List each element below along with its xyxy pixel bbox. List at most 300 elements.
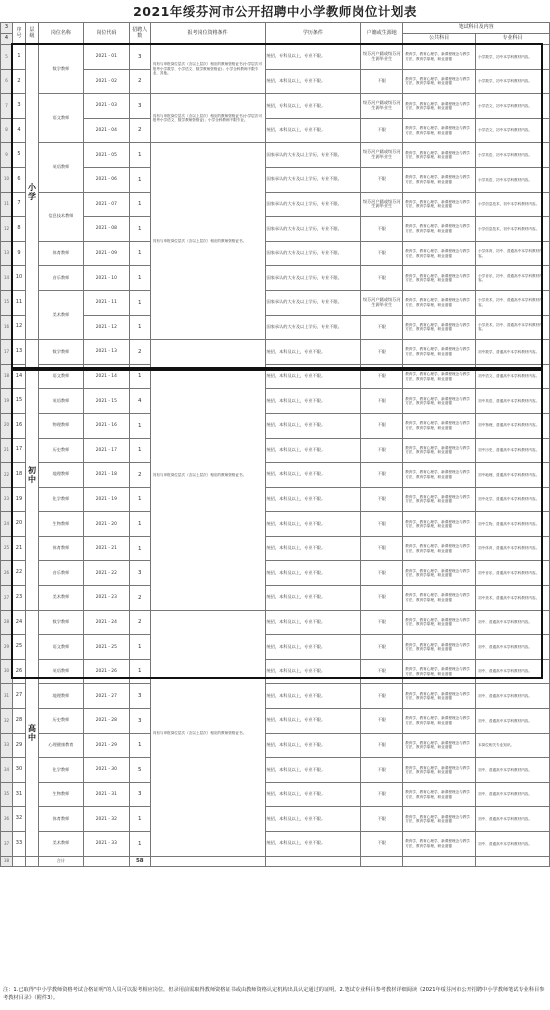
row-number: 37 [1,832,13,857]
row-number: 8 [1,118,13,143]
education-cell: 统招，本科及以上，专业不限。 [265,758,361,783]
post-name-cell: 语文教师 [38,635,83,660]
count-cell: 2 [129,118,150,143]
seq-cell: 13 [12,340,25,365]
professional-subject-cell: 小学语文，初中本学科教材内容。 [476,94,550,119]
table-row [1,217,550,242]
row-number: 22 [1,463,13,488]
education-cell: 国家承认的大专及以上学历，专业不限。 [265,192,361,217]
footnote: 注：1.已取得"中小学教师资格考试合格证明"的人员可以报考相应岗位，但录用前需取得教师资格证书或由教师资格认定机构出具认定通过的证明。2.笔试专业科目参考教材详细阅读《2021年绥芬河市公开招聘中小学教师笔试专业科目参考教材目录》（附件3）。 [3,987,545,1001]
seq-cell: 33 [12,832,25,857]
row-number: 20 [1,413,13,438]
public-subject-cell: 教育学，教育心理学，新课程理念与教学方法，教育学原理，职业道德 [403,782,476,807]
table-row [1,266,550,291]
table-row [1,635,550,660]
education-cell: 国家承认的大专及以上学历，专业不限。 [265,315,361,340]
table-row [1,364,550,389]
professional-subject-cell: 初中历史，普通高中本学科教材内容。 [476,438,550,463]
household-cell: 不限 [361,610,403,635]
post-name-cell: 英语教师 [38,143,83,192]
row-number: 25 [1,536,13,561]
row-number: 34 [1,758,13,783]
public-subject-cell: 教育学，教育心理学，新课程理念与教学方法，教育学原理，职业道德 [403,487,476,512]
seq-cell: 2 [12,69,25,94]
count-cell: 1 [129,266,150,291]
household-cell: 不限 [361,167,403,192]
post-name-cell: 英语教师 [38,659,83,684]
household-cell: 不限 [361,438,403,463]
public-subject-cell: 教育学，教育心理学，新课程理念与教学方法，教育学原理，职业道德 [403,45,476,70]
seq-cell: 29 [12,733,25,758]
table-row [1,438,550,463]
education-cell: 统招，本科及以上，专业不限。 [265,635,361,660]
row-number: 7 [1,94,13,119]
seq-cell: 16 [12,413,25,438]
professional-subject-cell: 初中、普通高中本学科教材内容。 [476,659,550,684]
public-subject-cell: 教育学，教育心理学，新课程理念与教学方法，教育学原理，职业道德 [403,586,476,611]
row-number: 4 [1,34,13,45]
professional-subject-cell: 小学美术，初中、普通高中本学科教材内容。 [476,315,550,340]
education-cell: 统招，本科及以上，专业不限。 [265,709,361,734]
header-professional-subject: 专业科目 [476,34,550,45]
post-name-cell: 地理教师 [38,463,83,488]
professional-subject-cell: 初中、普通高中本学科教材内容。 [476,684,550,709]
household-cell: 不限 [361,684,403,709]
post-code-cell: 2021 - 20 [83,512,129,537]
seq-cell: 17 [12,438,25,463]
professional-subject-cell: 初中、普通高中本学科教材内容。 [476,782,550,807]
household-cell: 不限 [361,266,403,291]
public-subject-cell: 教育学，教育心理学，新课程理念与教学方法，教育学原理，职业道德 [403,512,476,537]
education-cell: 统招，本科及以上，专业不限。 [265,684,361,709]
post-name-cell: 音乐教师 [38,266,83,291]
professional-subject-cell: 初中、普通高中本学科教材内容。 [476,832,550,857]
public-subject-cell: 教育学，教育心理学，新课程理念与教学方法，教育学原理，职业道德 [403,610,476,635]
seq-cell: 20 [12,512,25,537]
header-post-code: 岗位代码 [83,23,129,45]
row-number: 35 [1,782,13,807]
education-cell: 国家承认的大专及以上学历，专业不限。 [265,167,361,192]
row-number: 33 [1,733,13,758]
education-cell: 统招，专科及以上，专业不限。 [265,45,361,70]
post-name-cell: 物理教师 [38,413,83,438]
total-label: 合计 [38,856,83,866]
professional-subject-cell: 小学体育，初中、普通高中本学科教材内容。 [476,241,550,266]
count-cell: 1 [129,438,150,463]
row-number: 12 [1,217,13,242]
post-code-cell: 2021 - 25 [83,635,129,660]
professional-subject-cell: 初中数学，普通高中本学科教材内容。 [476,340,550,365]
public-subject-cell: 教育学，教育心理学，新课程理念与教学方法，教育学原理，职业道德 [403,315,476,340]
professional-subject-cell: 小学数学，初中本学科教材内容。 [476,45,550,70]
post-code-cell: 2021 - 09 [83,241,129,266]
education-cell: 统招，本科及以上，专业不限。 [265,586,361,611]
public-subject-cell: 教育学，教育心理学，新课程理念与教学方法，教育学原理，职业道德 [403,561,476,586]
household-cell: 绥芬河户籍或绥芬河生源毕业生 [361,45,403,70]
seq-cell: 10 [12,266,25,291]
recruitment-table-container [0,22,550,867]
empty-cell [403,856,476,866]
row-number: 32 [1,709,13,734]
post-code-cell: 2021 - 05 [83,143,129,168]
household-cell: 不限 [361,364,403,389]
post-code-cell: 2021 - 22 [83,561,129,586]
seq-cell: 19 [12,487,25,512]
education-cell: 统招，本科及以上，专业不限。 [265,69,361,94]
post-code-cell: 2021 - 06 [83,167,129,192]
household-cell: 不限 [361,709,403,734]
seq-cell [12,856,25,866]
post-name-cell: 美术教师 [38,586,83,611]
post-code-cell: 2021 - 14 [83,364,129,389]
education-cell: 统招，本科及以上，专业不限。 [265,389,361,414]
count-cell: 1 [129,487,150,512]
row-number: 30 [1,659,13,684]
recruitment-table [0,22,550,867]
row-number: 11 [1,192,13,217]
professional-subject-cell: 小学音乐，初中、普通高中本学科教材内容。 [476,266,550,291]
row-number: 14 [1,266,13,291]
seq-cell: 8 [12,217,25,242]
household-cell: 不限 [361,758,403,783]
row-number: 13 [1,241,13,266]
count-cell: 3 [129,782,150,807]
count-cell: 1 [129,290,150,315]
table-row [1,561,550,586]
public-subject-cell: 教育学，教育心理学，新课程理念与教学方法，教育学原理，职业道德 [403,192,476,217]
public-subject-cell: 教育学，教育心理学，新课程理念与教学方法，教育学原理，职业道德 [403,438,476,463]
table-row [1,340,550,365]
table-row [1,586,550,611]
household-cell: 不限 [361,315,403,340]
seq-cell: 6 [12,167,25,192]
total-row [1,856,550,866]
household-cell: 不限 [361,536,403,561]
qualification-cell: 具有与申报岗位层次（含以上层次）相应的教师资格证书。 [150,143,265,340]
education-cell: 统招，本科及以上，专业不限。 [265,733,361,758]
education-cell: 统招，本科及以上，专业不限。 [265,561,361,586]
post-name-cell: 语文教师 [38,364,83,389]
seq-cell: 32 [12,807,25,832]
professional-subject-cell: 小学美术，初中、普通高中本学科教材内容。 [476,290,550,315]
public-subject-cell: 教育学，教育心理学，新课程理念与教学方法，教育学原理，职业道德 [403,290,476,315]
seq-cell: 7 [12,192,25,217]
post-code-cell: 2021 - 01 [83,45,129,70]
household-cell: 不限 [361,118,403,143]
professional-subject-cell: 小学信息技术，初中本学科教材内容。 [476,192,550,217]
post-name-cell: 美术教师 [38,290,83,339]
post-name-cell: 化学教师 [38,487,83,512]
post-name-cell: 体育教师 [38,807,83,832]
seq-cell: 28 [12,709,25,734]
professional-subject-cell: 初中体育，普通高中本学科教材内容。 [476,536,550,561]
header-household: 户籍或生源地 [361,23,403,45]
post-code-cell: 2021 - 31 [83,782,129,807]
post-code-cell: 2021 - 33 [83,832,129,857]
post-code-cell: 2021 - 24 [83,610,129,635]
row-number: 9 [1,143,13,168]
education-cell: 国家承认的大专及以上学历，专业不限。 [265,241,361,266]
professional-subject-cell: 初中美术，普通高中本学科教材内容。 [476,586,550,611]
post-name-cell: 体育教师 [38,536,83,561]
table-row [1,413,550,438]
public-subject-cell: 教育学，教育心理学，新课程理念与教学方法，教育学原理，职业道德 [403,463,476,488]
post-code-cell: 2021 - 04 [83,118,129,143]
household-cell: 不限 [361,733,403,758]
post-code-cell: 2021 - 23 [83,586,129,611]
count-cell: 1 [129,315,150,340]
education-cell: 统招，本科及以上，专业不限。 [265,413,361,438]
professional-subject-cell: 初中、普通高中本学科教材内容。 [476,709,550,734]
public-subject-cell: 教育学，教育心理学，新课程理念与教学方法，教育学原理，职业道德 [403,389,476,414]
seq-cell: 31 [12,782,25,807]
education-cell: 国家承认的大专及以上学历，专业不限。 [265,217,361,242]
professional-subject-cell: 小学英语，初中本学科教材内容。 [476,143,550,168]
table-row [1,192,550,217]
education-cell: 统招，本科及以上，专业不限。 [265,659,361,684]
count-cell: 3 [129,45,150,70]
household-cell: 不限 [361,389,403,414]
row-number: 26 [1,561,13,586]
professional-subject-cell: 初中物理，普通高中本学科教材内容。 [476,413,550,438]
table-row [1,69,550,94]
education-cell: 统招，本科及以上，专业不限。 [265,610,361,635]
education-cell: 国家承认的大专及以上学历，专业不限。 [265,290,361,315]
household-cell: 不限 [361,217,403,242]
post-name-cell: 音乐教师 [38,561,83,586]
count-cell: 1 [129,536,150,561]
professional-subject-cell: 小学信息技术，初中本学科教材内容。 [476,217,550,242]
row-number: 23 [1,487,13,512]
table-row [1,167,550,192]
row-number: 3 [1,23,13,34]
header-level: 层级 [25,23,38,45]
table-row [1,94,550,119]
table-row [1,782,550,807]
post-code-cell: 2021 - 08 [83,217,129,242]
post-name-cell: 英语教师 [38,389,83,414]
count-cell: 1 [129,635,150,660]
seq-cell: 9 [12,241,25,266]
seq-cell: 26 [12,659,25,684]
post-name-cell: 信息技术教师 [38,192,83,241]
post-code-cell: 2021 - 26 [83,659,129,684]
qualification-cell: 具有与申报岗位层次（含以上层次）相应的教师资格证书。 [150,610,265,856]
total-count: 58 [129,856,150,866]
table-row [1,709,550,734]
household-cell: 不限 [361,69,403,94]
row-number: 19 [1,389,13,414]
public-subject-cell: 教育学，教育心理学，新课程理念与教学方法，教育学原理，职业道德 [403,684,476,709]
post-name-cell: 化学教师 [38,758,83,783]
count-cell: 1 [129,512,150,537]
public-subject-cell: 教育学，教育心理学，新课程理念与教学方法，教育学原理，职业道德 [403,118,476,143]
public-subject-cell: 教育学，教育心理学，新课程理念与教学方法，教育学原理，职业道德 [403,167,476,192]
professional-subject-cell: 小学英语，初中本学科教材内容。 [476,167,550,192]
public-subject-cell: 教育学，教育心理学，新课程理念与教学方法，教育学原理，职业道德 [403,733,476,758]
post-name-cell: 美术教师 [38,832,83,857]
row-number: 18 [1,364,13,389]
household-cell: 绥芬河户籍或绥芬河生源毕业生 [361,290,403,315]
header-row-1 [1,23,550,34]
post-name-cell: 数学教师 [38,610,83,635]
count-cell: 3 [129,561,150,586]
post-code-cell: 2021 - 30 [83,758,129,783]
post-code-cell: 2021 - 19 [83,487,129,512]
table-row [1,758,550,783]
seq-cell: 30 [12,758,25,783]
post-name-cell: 心理健康教育 [38,733,83,758]
header-public-subject: 公共科目 [403,34,476,45]
post-name-cell: 语文教师 [38,94,83,143]
post-code-cell: 2021 - 03 [83,94,129,119]
professional-subject-cell: 初中、普通高中本学科教材内容。 [476,758,550,783]
professional-subject-cell: 本岗位相关专业知识。 [476,733,550,758]
post-name-cell: 体育教师 [38,241,83,266]
post-code-cell: 2021 - 02 [83,69,129,94]
public-subject-cell: 教育学，教育心理学，新课程理念与教学方法，教育学原理，职业道德 [403,241,476,266]
household-cell: 绥芬河户籍或绥芬河生源毕业生 [361,94,403,119]
education-cell: 统招，本科及以上，专业不限。 [265,512,361,537]
education-cell: 统招，本科及以上，专业不限。 [265,118,361,143]
header-seq: 序号 [12,23,25,45]
professional-subject-cell: 初中、普通高中本学科教材内容。 [476,635,550,660]
seq-cell: 5 [12,143,25,168]
row-number: 21 [1,438,13,463]
post-code-cell: 2021 - 07 [83,192,129,217]
post-code-cell: 2021 - 29 [83,733,129,758]
table-row [1,659,550,684]
household-cell: 不限 [361,340,403,365]
public-subject-cell: 教育学，教育心理学，新课程理念与教学方法，教育学原理，职业道德 [403,143,476,168]
table-row [1,733,550,758]
professional-subject-cell: 初中生物，普通高中本学科教材内容。 [476,512,550,537]
table-row [1,463,550,488]
seq-cell: 24 [12,610,25,635]
education-cell: 统招，本科及以上，专业不限。 [265,807,361,832]
table-row [1,832,550,857]
post-code-cell [83,856,129,866]
table-row [1,143,550,168]
row-number: 5 [1,45,13,70]
public-subject-cell: 教育学，教育心理学，新课程理念与教学方法，教育学原理，职业道德 [403,266,476,291]
public-subject-cell: 教育学，教育心理学，新课程理念与教学方法，教育学原理，职业道德 [403,340,476,365]
count-cell: 4 [129,389,150,414]
education-cell: 国家承认的大专及以上学历，专业不限。 [265,143,361,168]
public-subject-cell: 教育学，教育心理学，新课程理念与教学方法，教育学原理，职业道德 [403,536,476,561]
header-exam-group: 笔试科目及内容 [403,23,550,34]
post-name-cell: 生物教师 [38,512,83,537]
professional-subject-cell: 初中化学，普通高中本学科教材内容。 [476,487,550,512]
professional-subject-cell: 初中英语，普通高中本学科教材内容。 [476,389,550,414]
count-cell: 1 [129,659,150,684]
level-cell: 高 中 [25,610,38,856]
household-cell: 不限 [361,659,403,684]
education-cell: 统招，本科及以上，专业不限。 [265,463,361,488]
household-cell: 不限 [361,807,403,832]
table-row [1,536,550,561]
post-name-cell: 数学教师 [38,340,83,365]
qualification-cell: 具有与申报岗位层次（含以上层次）相应的教师资格证书(小学层次可报考小学数学、小学语文、数学教师资格证)；小学全科教师不限专业，其他。 [150,45,265,94]
table-row [1,807,550,832]
table-row [1,241,550,266]
empty-cell [361,856,403,866]
post-code-cell: 2021 - 21 [83,536,129,561]
table-row [1,512,550,537]
professional-subject-cell: 初中语文，普通高中本学科教材内容。 [476,364,550,389]
professional-subject-cell: 初中、普通高中本学科教材内容。 [476,807,550,832]
empty-cell [476,856,550,866]
seq-cell: 25 [12,635,25,660]
education-cell: 统招，本科及以上，专业不限。 [265,438,361,463]
empty-cell [265,856,361,866]
level-cell: 初 中 [25,340,38,611]
education-cell: 统招，本科及以上，专业不限。 [265,832,361,857]
public-subject-cell: 教育学，教育心理学，新课程理念与教学方法，教育学原理，职业道德 [403,832,476,857]
education-cell: 国家承认的大专及以上学历，专业不限。 [265,266,361,291]
post-name-cell: 地理教师 [38,684,83,709]
table-row [1,389,550,414]
count-cell: 3 [129,94,150,119]
public-subject-cell: 教育学，教育心理学，新课程理念与教学方法，教育学原理，职业道德 [403,364,476,389]
public-subject-cell: 教育学，教育心理学，新课程理念与教学方法，教育学原理，职业道德 [403,635,476,660]
seq-cell: 3 [12,94,25,119]
public-subject-cell: 教育学，教育心理学，新课程理念与教学方法，教育学原理，职业道德 [403,758,476,783]
row-number: 27 [1,586,13,611]
public-subject-cell: 教育学，教育心理学，新课程理念与教学方法，教育学原理，职业道德 [403,217,476,242]
seq-cell: 18 [12,463,25,488]
row-number: 6 [1,69,13,94]
header-education: 学历条件 [265,23,361,45]
count-cell: 2 [129,610,150,635]
header-post-name: 岗位名称 [38,23,83,45]
count-cell: 1 [129,807,150,832]
professional-subject-cell: 初中音乐，普通高中本学科教材内容。 [476,561,550,586]
seq-cell: 1 [12,45,25,70]
education-cell: 统招，本科及以上，专业不限。 [265,487,361,512]
table-row [1,610,550,635]
household-cell: 绥芬河户籍或绥芬河生源毕业生 [361,192,403,217]
row-number: 10 [1,167,13,192]
professional-subject-cell: 初中、普通高中本学科教材内容。 [476,610,550,635]
page-title: 2021年绥芬河市公开招聘中小学教师岗位计划表 [133,4,417,19]
household-cell: 不限 [361,413,403,438]
education-cell: 统招，本科及以上，专业不限。 [265,340,361,365]
count-cell: 1 [129,241,150,266]
education-cell: 统招，本科及以上，专业不限。 [265,536,361,561]
table-row [1,684,550,709]
education-cell: 统招，专科及以上，专业不限。 [265,94,361,119]
public-subject-cell: 教育学，教育心理学，新课程理念与教学方法，教育学原理，职业道德 [403,413,476,438]
header-count: 招聘人数 [129,23,150,45]
education-cell: 统招，本科及以上，专业不限。 [265,782,361,807]
household-cell: 不限 [361,782,403,807]
seq-cell: 4 [12,118,25,143]
post-code-cell: 2021 - 17 [83,438,129,463]
count-cell: 1 [129,832,150,857]
count-cell: 1 [129,733,150,758]
seq-cell: 15 [12,389,25,414]
table-row [1,118,550,143]
header-qualification: 报考岗位资格条件 [150,23,265,45]
public-subject-cell: 教育学，教育心理学，新课程理念与教学方法，教育学原理，职业道德 [403,69,476,94]
row-number: 29 [1,635,13,660]
count-cell: 1 [129,167,150,192]
table-row [1,487,550,512]
post-code-cell: 2021 - 11 [83,290,129,315]
row-number: 24 [1,512,13,537]
count-cell: 2 [129,586,150,611]
